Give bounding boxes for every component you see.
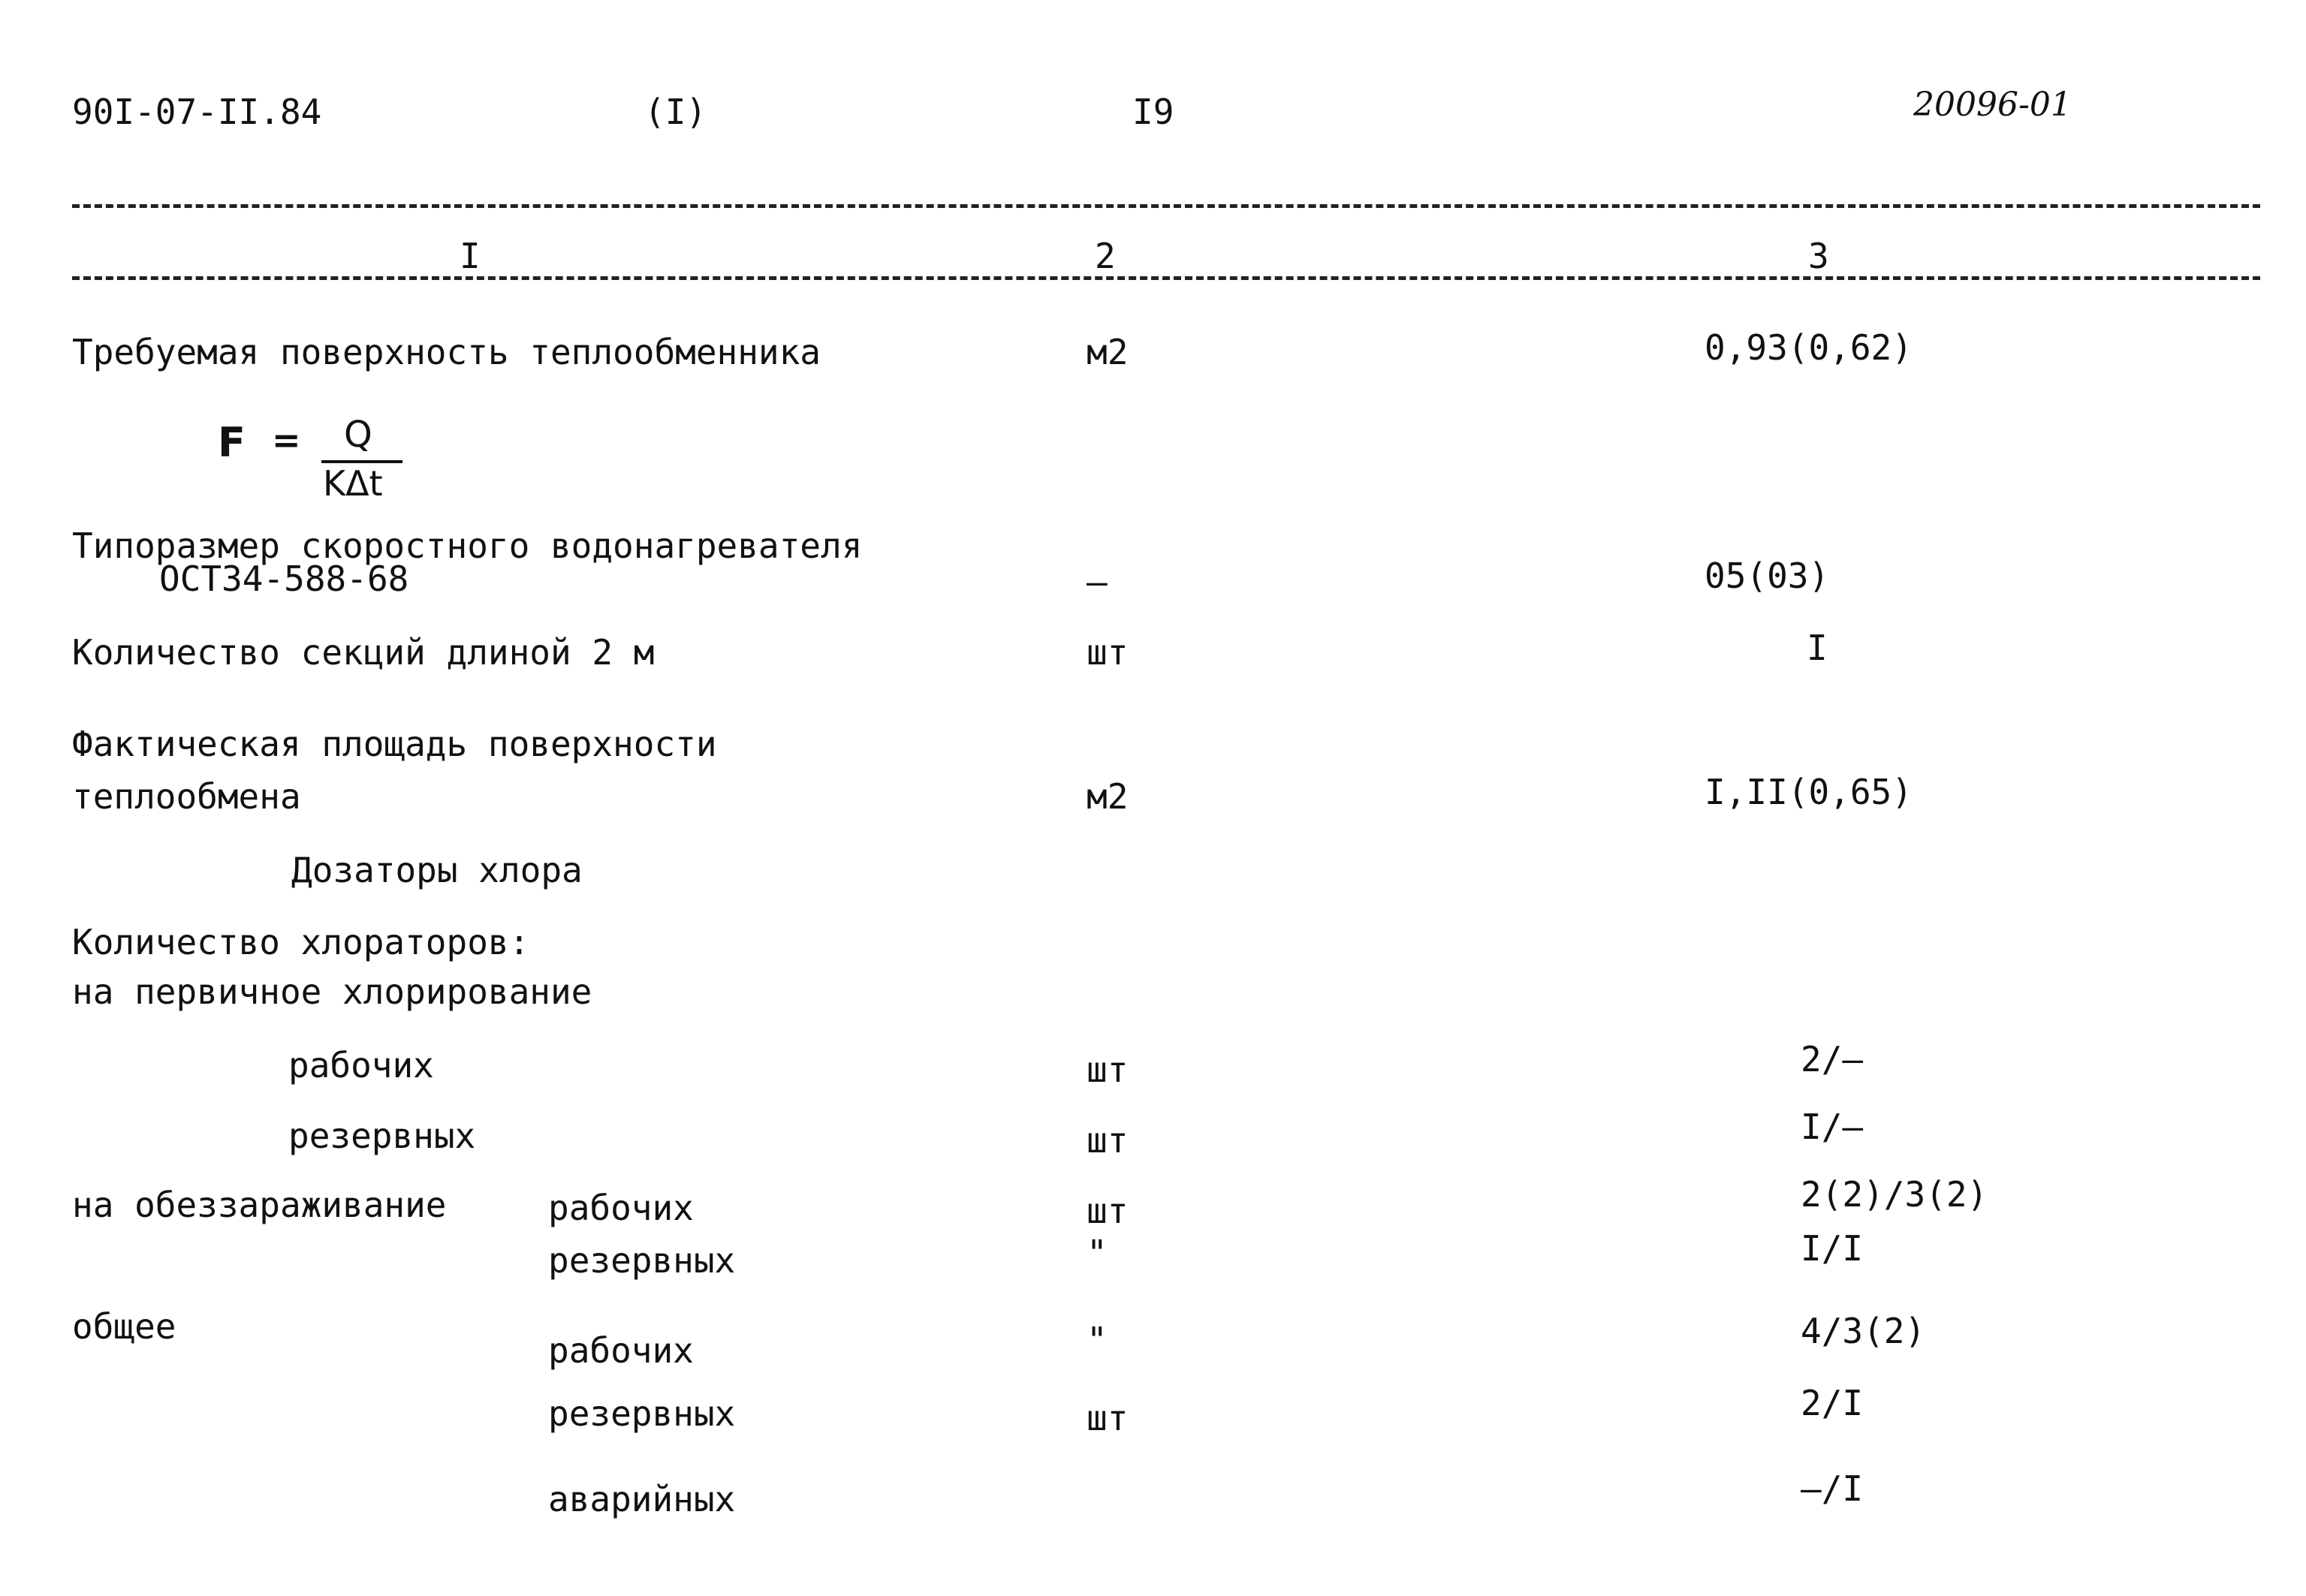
row-value-total-working: 4/3(2) <box>1801 1311 1926 1351</box>
document-code: 90I-07-II.84 <box>72 92 322 132</box>
row-label-heater-size: Типоразмер скоростного водонагревателя <box>72 525 863 566</box>
row-unit-sections-count: шт <box>1087 632 1129 673</box>
row-value-heater-size: 05(03) <box>1705 556 1830 596</box>
row-label-heater-standard: ОСТ34-588-68 <box>159 559 409 599</box>
row-label-disinfection-reserve: резервных <box>548 1240 736 1281</box>
chlorinators-count-label: Количество хлораторов: <box>72 922 530 962</box>
row-value-sections-count: I <box>1807 628 1828 668</box>
row-label-primary-reserve: резервных <box>288 1116 476 1156</box>
row-unit-primary-working: шт <box>1087 1049 1129 1090</box>
row-label-total-emergency: аварийных <box>548 1479 736 1519</box>
row-label-disinfection: на обеззараживание <box>72 1185 447 1225</box>
row-unit-surface-required: м2 <box>1087 332 1129 372</box>
row-unit-disinfection-working: шт <box>1087 1191 1129 1231</box>
primary-chlorination-label: на первичное хлорирование <box>72 971 592 1012</box>
column-header-2: 2 <box>1095 236 1116 276</box>
row-value-total-emergency: –/I <box>1801 1468 1864 1509</box>
row-label-total-reserve: резервных <box>548 1393 736 1434</box>
row-label-actual-surface: Фактическая площадь поверхности <box>72 724 717 764</box>
row-value-disinfection-working: 2(2)/3(2) <box>1801 1174 1988 1215</box>
page-number: I9 <box>1132 92 1174 132</box>
row-label-primary-working: рабочих <box>288 1045 434 1086</box>
row-value-total-reserve: 2/I <box>1801 1383 1864 1423</box>
row-unit-total-reserve: шт <box>1087 1398 1129 1438</box>
row-unit-primary-reserve: шт <box>1087 1120 1129 1161</box>
formula <box>210 414 436 514</box>
row-label-actual-surface-cont: теплообмена <box>72 776 301 817</box>
formula-equals: = <box>272 420 301 460</box>
row-value-actual-surface: I,II(0,65) <box>1705 772 1913 812</box>
row-value-primary-working: 2/– <box>1801 1039 1864 1080</box>
row-label-disinfection-working: рабочих <box>548 1188 694 1228</box>
column-header-1: I <box>460 236 481 276</box>
formula-numerator: Q <box>344 414 372 456</box>
row-label-total-working: рабочих <box>548 1330 694 1371</box>
row-unit-disinfection-reserve: " <box>1087 1233 1108 1273</box>
row-unit-total-working: " <box>1087 1320 1108 1360</box>
handwritten-note: 20096-01 <box>1913 86 2072 124</box>
row-unit-actual-surface: м2 <box>1087 776 1129 817</box>
row-value-disinfection-reserve: I/I <box>1801 1228 1864 1269</box>
column-header-3: 3 <box>1808 236 1829 276</box>
row-label-total: общее <box>72 1306 176 1347</box>
header-divider-top <box>72 204 2260 208</box>
row-label-sections-count: Количество секций длиной 2 м <box>72 632 655 673</box>
row-label-surface-required: Требуемая поверхность теплообменника <box>72 332 821 372</box>
section-title: Дозаторы хлора <box>291 850 583 890</box>
row-value-surface-required: 0,93(0,62) <box>1705 327 1913 368</box>
formula-denominator: KΔt <box>323 463 383 504</box>
formula-lhs: F <box>218 419 246 466</box>
document-part: (I) <box>644 92 707 132</box>
row-value-primary-reserve: I/– <box>1801 1107 1864 1147</box>
row-unit-heater-size: – <box>1087 562 1108 602</box>
header-divider-bottom <box>72 276 2260 280</box>
